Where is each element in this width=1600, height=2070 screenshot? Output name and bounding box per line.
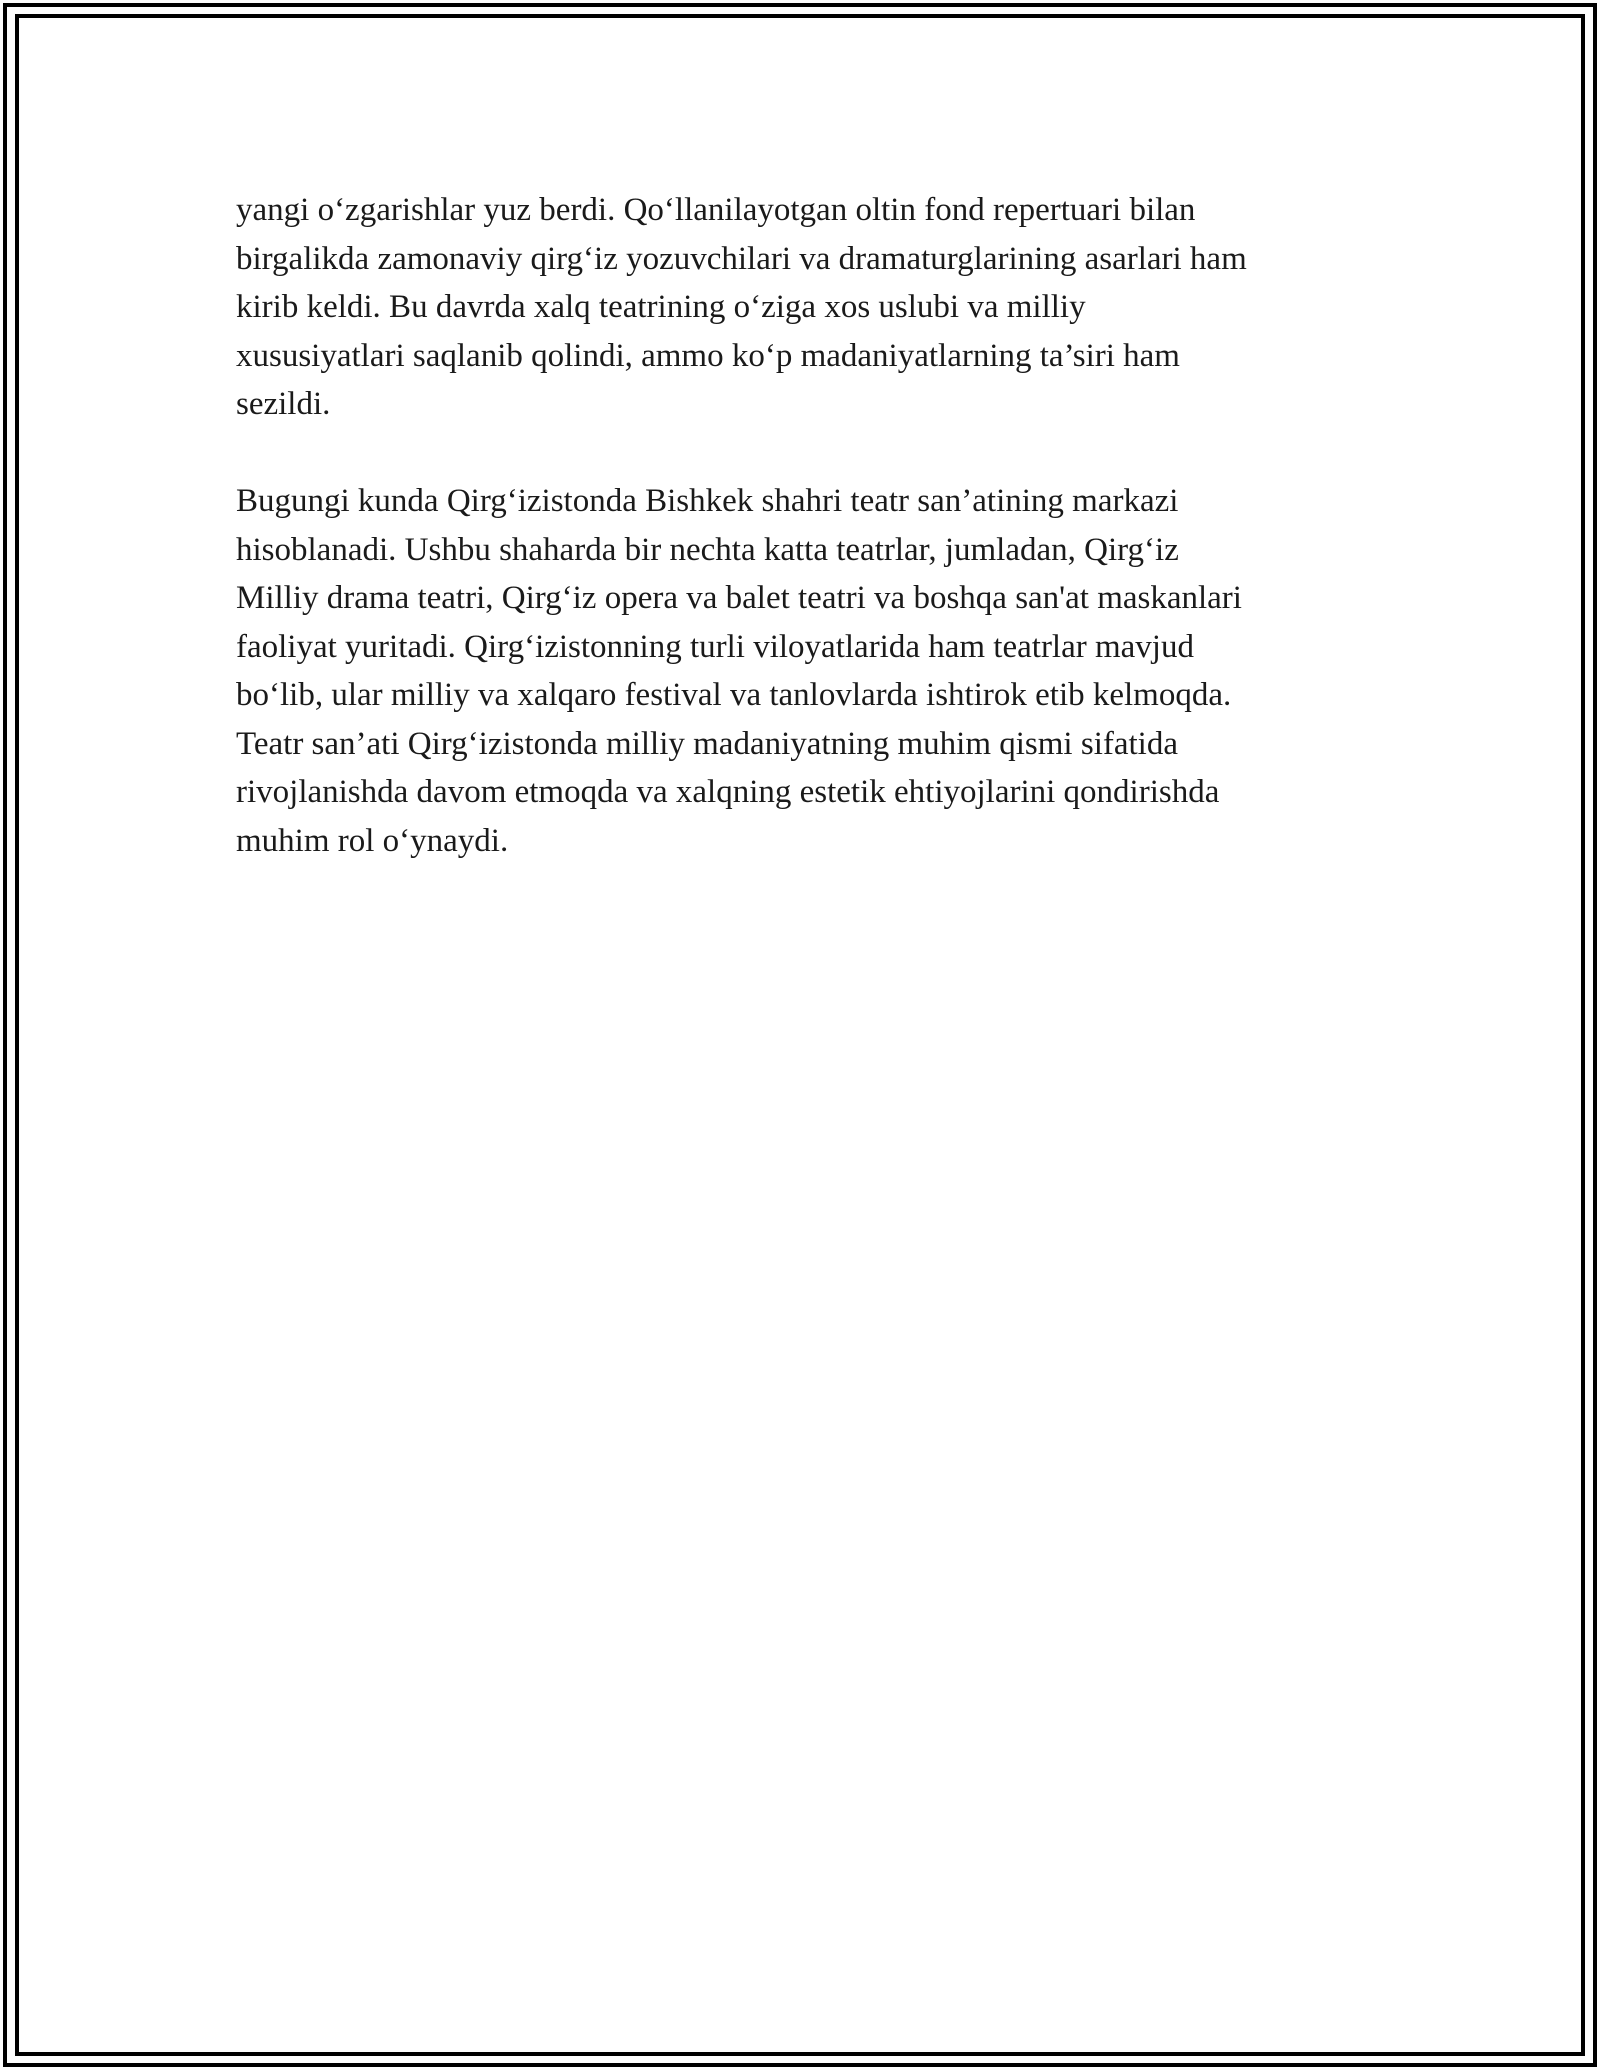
paragraph-2	[236, 477, 1416, 865]
paragraph-line: muhim rol o‘ynaydi.	[236, 822, 509, 859]
paragraph-line: sezildi.	[236, 386, 331, 422]
paragraph-line: birgalikda zamonaviy qirg‘iz yozuvchilari va dramaturglarining asarlari ham	[236, 240, 1247, 277]
paragraph-1	[236, 186, 1416, 429]
paragraph-line: rivojlanishda davom etmoqda va xalqning estetik ehtiyojlarini qondirishda	[236, 774, 1220, 810]
paragraph-line: faoliyat yuritadi. Qirg‘izistonning turli viloyatlarida ham teatrlar mavjud	[236, 628, 1194, 665]
paragraph-line: kirib keldi. Bu davrda xalq teatrining o‘ziga xos uslubi va milliy	[236, 289, 1086, 325]
paragraph-line: hisoblanadi. Ushbu shaharda bir nechta katta teatrlar, jumladan, Qirg‘iz	[236, 531, 1179, 568]
paragraph-line: Milliy drama teatri, Qirg‘iz opera va balet teatri va boshqa san'at maskanlari	[236, 580, 1242, 616]
paragraph-line: Teatr san’ati Qirg‘izistonda milliy madaniyatning muhim qismi sifatida	[236, 725, 1178, 762]
paragraph-line: xususiyatlari saqlanib qolindi, ammo ko‘p madaniyatlarning ta’siri ham	[236, 337, 1180, 374]
paragraph-line: yangi o‘zgarishlar yuz berdi. Qo‘llanilayotgan oltin fond repertuari bilan	[236, 192, 1196, 228]
paragraph-line: bo‘lib, ular milliy va xalqaro festival va tanlovlarda ishtirok etib kelmoqda.	[236, 677, 1232, 713]
paragraph-line: Bugungi kunda Qirg‘izistonda Bishkek shahri teatr san’atining markazi	[236, 483, 1179, 519]
document-body	[236, 186, 1416, 914]
